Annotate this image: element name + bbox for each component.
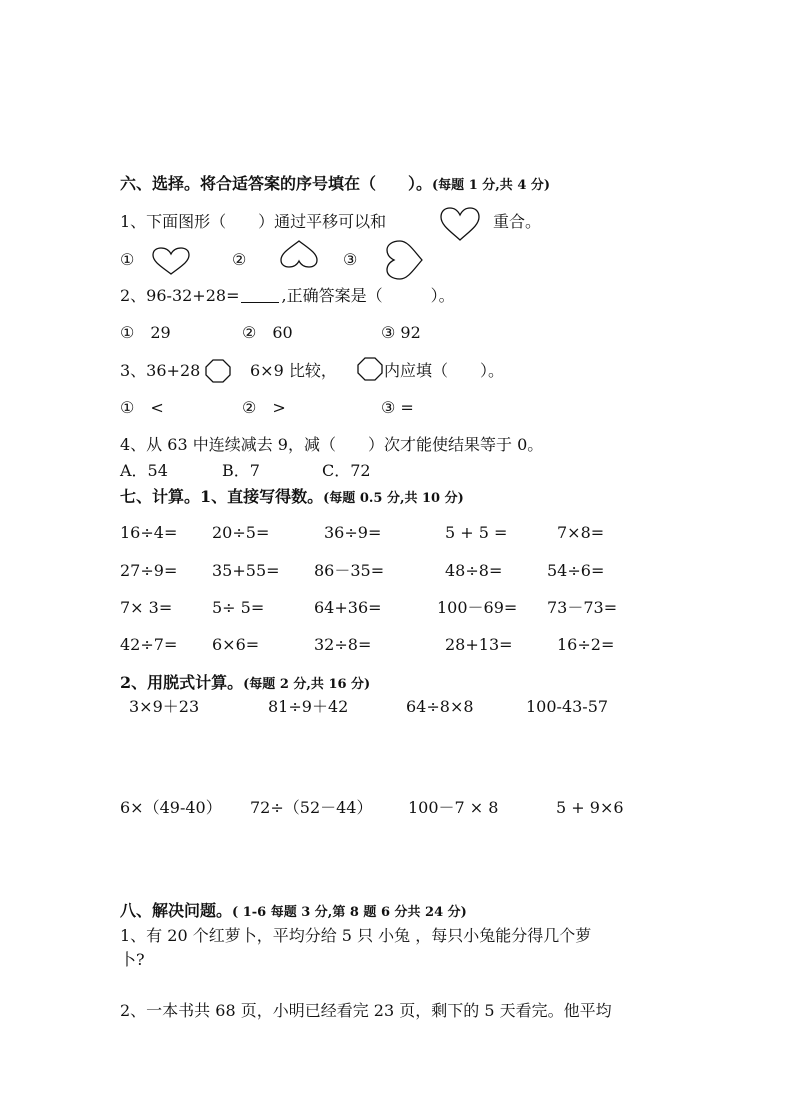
- q2-option-1: ① 29: [120, 323, 171, 342]
- problem-1-line-2: 卜?: [120, 950, 145, 969]
- math-item: 7×8=: [557, 523, 605, 542]
- math-item: 35+55=: [212, 561, 280, 580]
- q3-stem: 3、36+28: [120, 361, 201, 380]
- section8-points: ( 1-6 每题 3 分,第 8 题 6 分共 24 分): [232, 905, 467, 920]
- rotated-heart-icon: [385, 240, 423, 280]
- q2-option-2: ② 60: [242, 323, 293, 342]
- step-expression: 100－7 × 8: [408, 798, 499, 817]
- math-item: 100－69=: [437, 598, 518, 617]
- math-item: 64+36=: [314, 598, 382, 617]
- q1-option-1-label: ①: [120, 250, 135, 269]
- section8-title-text: 八、解决问题。: [120, 901, 233, 920]
- math-item: 20÷5=: [212, 523, 270, 542]
- section8-title: [120, 903, 467, 919]
- section7-sub2-title-text: 2、用脱式计算。: [120, 673, 244, 692]
- q1-option-2-label: ②: [232, 250, 247, 269]
- step-expression: 100-43-57: [526, 697, 609, 716]
- q3-option-1: ① <: [120, 398, 164, 417]
- q1-stem: 1、下面图形（ ）通过平移可以和: [120, 212, 387, 231]
- heart-icon: [152, 247, 190, 275]
- section7-title-text: 七、计算。1、直接写得数。: [120, 487, 324, 506]
- section6-title: [120, 176, 550, 192]
- q2-stem: [120, 288, 455, 304]
- math-item: 16÷4=: [120, 523, 178, 542]
- answer-blank[interactable]: [241, 288, 279, 303]
- math-item: 16÷2=: [557, 635, 615, 654]
- section6-title-text: 六、选择。将合适答案的序号填在（ ）。: [120, 174, 433, 193]
- step-expression: 72÷（52－44）: [250, 798, 373, 817]
- step-expression: 6×（49-40）: [120, 798, 222, 817]
- math-item: 5 + 5 =: [445, 523, 508, 542]
- section7-points: (每题 0.5 分,共 10 分): [323, 491, 464, 506]
- math-item: 48÷8=: [445, 561, 503, 580]
- problem-1-line-1: 1、有 20 个红萝卜，平均分给 5 只 小兔 ，每只小兔能分得几个萝: [120, 926, 592, 945]
- math-item: 5÷ 5=: [212, 598, 265, 617]
- q3-stem-end: 内应填（ ）。: [384, 361, 505, 380]
- octagon-icon[interactable]: [357, 357, 383, 381]
- math-item: 28+13=: [445, 635, 513, 654]
- heart-icon: [440, 207, 480, 241]
- math-item: 27÷9=: [120, 561, 178, 580]
- section7-sub2-points: (每题 2 分,共 16 分): [243, 677, 371, 692]
- q1-option-3-label: ③: [343, 250, 358, 269]
- q4-option-c: C．72: [322, 461, 371, 480]
- problem-2-line-1: 2、一本书共 68 页，小明已经看完 23 页，剩下的 5 天看完。他平均: [120, 1001, 612, 1020]
- inverted-heart-icon: [280, 240, 318, 268]
- q4-stem: 4、从 63 中连续减去 9，减（ ）次才能使结果等于 0。: [120, 435, 544, 454]
- q2-stem-text: 2、96-32+28=: [120, 286, 240, 305]
- section6-points: (每题 1 分,共 4 分): [432, 178, 551, 193]
- q3-option-2: ② >: [242, 398, 286, 417]
- q2-option-3: ③ 92: [381, 323, 421, 342]
- q3-stem-mid: 6×9 比较，: [250, 361, 337, 380]
- step-expression: 3×9＋23: [129, 697, 200, 716]
- math-item: 73－73=: [547, 598, 618, 617]
- math-item: 32÷8=: [314, 635, 372, 654]
- math-item: 54÷6=: [547, 561, 605, 580]
- q4-option-a: A．54: [120, 461, 168, 480]
- q3-option-3: ③ =: [381, 398, 414, 417]
- math-item: 6×6=: [212, 635, 260, 654]
- math-item: 42÷7=: [120, 635, 178, 654]
- section7-title: [120, 489, 464, 505]
- math-item: 36÷9=: [324, 523, 382, 542]
- q2-stem-end: ,正确答案是（ ）。: [281, 286, 455, 305]
- section7-sub2-title: [120, 675, 370, 691]
- step-expression: 64÷8×8: [406, 697, 474, 716]
- step-expression: 5 + 9×6: [556, 798, 624, 817]
- math-item: 86－35=: [314, 561, 385, 580]
- q1-stem-end: 重合。: [493, 212, 542, 231]
- octagon-icon[interactable]: [205, 359, 231, 383]
- q4-option-b: B．7: [222, 461, 260, 480]
- math-item: 7× 3=: [120, 598, 173, 617]
- step-expression: 81÷9＋42: [268, 697, 349, 716]
